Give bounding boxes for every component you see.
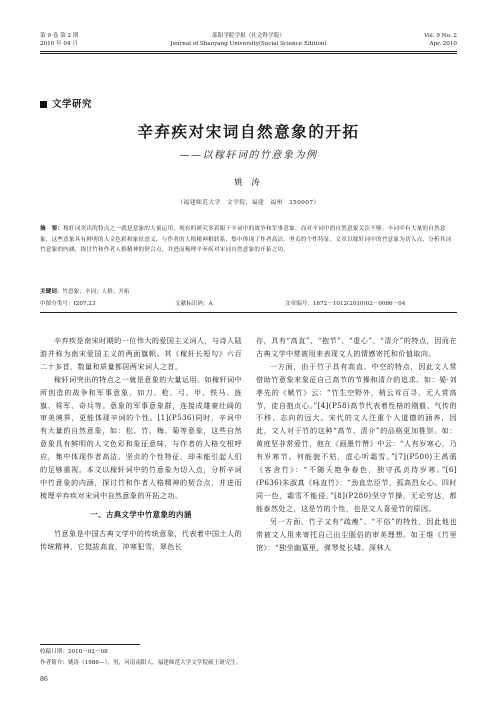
page-number: 86 [40, 676, 48, 683]
keywords-text: 竹意象；辛词；人格；开拓 [62, 289, 130, 295]
journal-name-cn: 邵阳学院学报（社会科学版） [212, 33, 285, 39]
journal-name-en: Journal of Shaoyang University(Social Science Edition) [170, 41, 327, 47]
abstract-text: 稼轩词突出的特点之一就是意象的大量运用。现有的研究多着眼于辛词中的战争和军事意象，而对辛词中的自然意象关注不够。辛词中有大量的自然意象，这些意象具有鲜明的人文色彩和象征意义，与作者的人格精神相联系，集中体现了作者高洁、坚贞的个性特征。文章以稼轩词中的竹意象为切入点，分析其词竹意象的内涵，探讨竹和作者人格精神的契合点，并进而梳理辛弃疾对宋词自然意象的开拓之功。 [40, 226, 452, 253]
article-subtitle: ——以稼轩词的竹意象为例 [179, 150, 318, 161]
body-left-column [40, 335, 242, 554]
section-marker-icon [40, 101, 47, 108]
footnote-rule [40, 644, 140, 645]
body-paragraph: 一方面，由于竹子具有高直、中空的特点，因此文人常借助竹意象来象征自己高节的节操和清介的追求。如：晏·刘孝先的《赋竹》云：“竹生空野外，梢云耸百寻，无人赏高节，徒自抱贞心。”[4](P58)高节代表着性格的刚毅、气传的不移、志向的远大。宋代的文人注重个人道德的涵养，因此，文人对于竹的这种“高节、清介”的品格更加推崇。如：黄庭坚非常爱竹，他在《画墨竹赞》中云：“人有岁寒心，乃有岁寒节。何能貌不枯，虚心听霜雪。”[7](P500)王禹偁《客舍竹》：“不随夭艳争春色，独守孤贞待岁寒。”[6](P636)朱淑真《咏直竹》：“劲直忠臣节，孤高烈女心。四时同一色，霜雪不能侵。”[8](P280)坚守节操，无论穷达，都能泰然处之，这是竹的个性，也是文人喜爱竹的原因。 [256, 361, 457, 513]
header-rule [40, 51, 457, 52]
article-title: 辛弃疾对宋词自然意象的开拓 [137, 122, 360, 141]
body-paragraph: 另一方面，竹子又有“疏瘦”、“不俗”的特性，因此他也常被文人用来寄托自己出尘脱俗的审美理想。如王维《竹里馆》：“独坐幽篁里，弹琴复长啸。深林人 [256, 516, 457, 552]
author-affiliation: （福建师范大学 文学院，福建 福州 350007） [177, 200, 320, 206]
abstract-rule [40, 312, 457, 313]
abstract [40, 224, 457, 256]
clc-number: 中图分类号：I207.23 [40, 301, 96, 307]
body-paragraph: 存，具有“高直”、“抱节”、“虚心”、“清介”的特点，因而在古典文学中常被用来表现文人的情感寄托和价值取向。 [256, 336, 457, 358]
keywords-label: 关键词： [40, 289, 63, 295]
body-paragraph: 竹意象是中国古典文学中的传统意象，代表着中国士人的传统精神，它挺拔高直，冲寒犯雪，翠色长 [40, 528, 242, 551]
article-id: 文章编号：1672－1012(2010)02－0086－04 [285, 301, 406, 307]
section-heading: 文学研究 [40, 96, 92, 110]
body-paragraph: 辛弃疾是南宋时期的一位伟大的爱国主义词人，与诗人陆游并称为南宋爱国主义的两面旗帜。其《稼轩长短句》六百二十多首，数量和质量都居两宋词人之首。 [40, 336, 242, 371]
keywords [40, 288, 457, 297]
section-heading-1: 一、古典文学中竹意象的内涵 [90, 509, 192, 519]
author-bio: 作者简介：姚涛（1986—），男，河南南阳人，福建师范大学文学院硕士研究生。 [40, 660, 242, 666]
body-paragraph: 稼轩词突出的特点之一就是意象的大量运用。如稼轩词中所创造的战争和军事意象，如刀、枪、弓、甲、铁马、旌旗、将军、奇兵等。意象的军事意象群，连接成雄豪壮阔的审美境界，更能体现辛词的个性。[1](P536)同时，辛词中有大量的自然意象，如：松、竹、梅、菊等意象，这些自然意象具有鲜明的人文色彩和象征意味，与作者的人格交相呼应，集中体现作者高洁、坚贞的个性特征，却未能引起人们的足够重视。本文以稼轩词中的竹意象为切入点，分析辛词中竹意象的内涵，探讨竹和作者人格精神的契合点，并进而梳理辛弃疾对宋词中自然意象的开拓之功。 [40, 374, 242, 500]
volume-date: Apr. 2010 [429, 41, 457, 47]
issue-date: 2010 年 04 月 [40, 41, 78, 47]
abstract-label: 摘 要： [40, 226, 64, 232]
body-right-column [256, 335, 457, 554]
received-date: 收稿日期：2010－02－08 [40, 649, 108, 655]
author-name: 姚 涛 [234, 178, 263, 188]
issue-label: 第 9 卷 第 2 期 [40, 33, 79, 39]
volume-label: Vol. 9 No. 2 [424, 33, 457, 39]
document-code: 文献标识码：A [175, 301, 213, 307]
